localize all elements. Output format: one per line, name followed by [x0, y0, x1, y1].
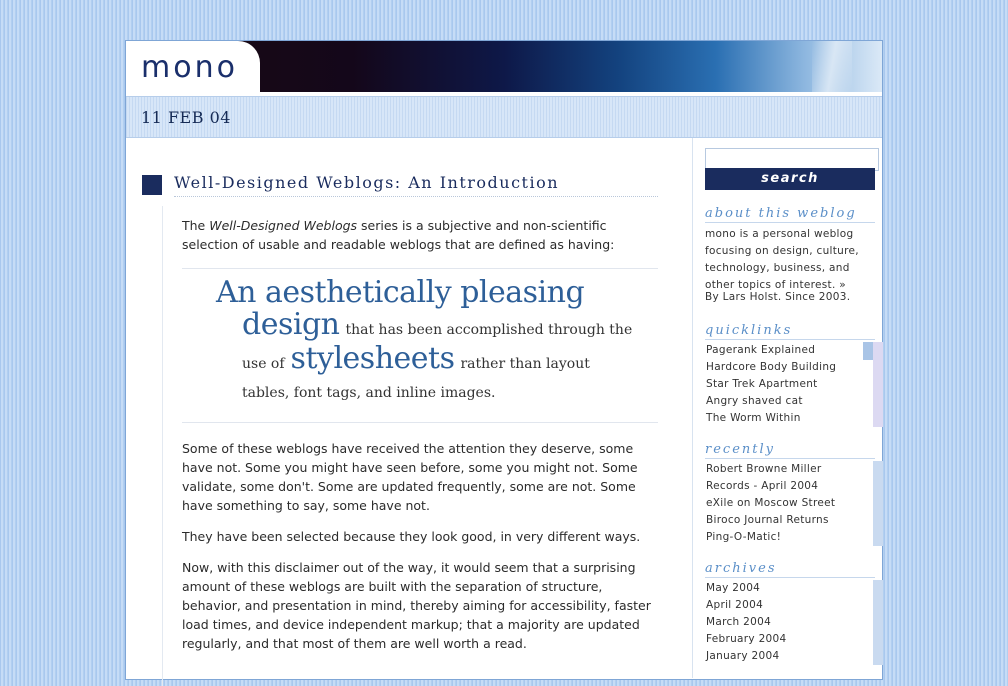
main-content — [126, 138, 692, 678]
post-date: 11 FEB 04 — [141, 108, 231, 127]
pull-quote — [182, 268, 658, 423]
archive-item[interactable]: January 2004 — [706, 650, 780, 662]
recent-item[interactable]: Robert Browne Miller — [706, 463, 822, 475]
site-logo[interactable]: mono — [141, 50, 238, 85]
quote-line-2-small: that has been accomplished through the — [345, 322, 633, 338]
quote-stylesheets: stylesheets — [290, 341, 455, 376]
recent-item[interactable]: Records - April 2004 — [706, 480, 819, 492]
recent-item[interactable]: eXile on Moscow Street — [706, 497, 836, 509]
archive-item[interactable]: May 2004 — [706, 582, 761, 594]
recently-list — [705, 461, 883, 546]
content-rule — [162, 206, 163, 686]
archive-item[interactable]: March 2004 — [706, 616, 772, 628]
archive-item[interactable]: April 2004 — [706, 599, 764, 611]
quicklink-item[interactable]: The Worm Within — [706, 412, 801, 424]
recent-item[interactable]: Biroco Journal Returns — [706, 514, 829, 526]
post-body — [182, 216, 658, 665]
recent-item[interactable]: Ping-O-Matic! — [706, 531, 782, 543]
body-paragraph: Now, with this disclaimer out of the way, it would seem that a surprising amount of these weblogs are built with the separation of structure, behavior, and presentation in mind, thereby aiming for accessibility, faster load times, and device independent markup; that a majority are updated regularly, and that most of them are well worth a read. — [182, 560, 651, 651]
archive-item[interactable]: February 2004 — [706, 633, 787, 645]
about-heading: about this weblog — [705, 206, 875, 223]
quote-rather-than: rather than layout — [460, 356, 590, 372]
quicklinks-list — [705, 342, 883, 427]
about-text: mono is a personal weblog focusing on design, culture, technology, business, and other topics of interest. » — [705, 228, 859, 291]
intro-text-start: The — [182, 218, 210, 233]
about-author: By Lars Holst. Since 2003. — [705, 291, 851, 303]
archives-list — [705, 580, 883, 665]
page-container — [125, 40, 883, 680]
post-title[interactable]: Well-Designed Weblogs: An Introduction — [174, 173, 658, 197]
recently-heading: recently — [705, 442, 875, 459]
quote-line-3 — [242, 341, 590, 376]
quicklinks-heading: quicklinks — [705, 323, 875, 340]
body-paragraph: They have been selected because they look good, in very different ways. — [182, 529, 641, 544]
quote-line-4: tables, font tags, and inline images. — [242, 385, 496, 401]
quicklink-item[interactable]: Hardcore Body Building — [706, 361, 837, 373]
quote-line-2 — [242, 307, 633, 342]
quote-design: design — [242, 307, 340, 342]
quicklink-item[interactable]: Star Trek Apartment — [706, 378, 818, 390]
quicklink-item[interactable]: Angry shaved cat — [706, 395, 803, 407]
column-divider — [692, 138, 693, 678]
post-marker-square — [142, 175, 162, 195]
quote-use-of: use of — [242, 356, 285, 372]
intro-text-end: series is a subjective and non-scientific selection of usable and readable weblogs that are defined as having: — [182, 218, 615, 252]
archives-heading: archives — [705, 561, 875, 578]
date-bar — [126, 96, 882, 138]
header-graphic — [812, 41, 852, 92]
search-button[interactable]: search — [705, 168, 875, 190]
series-name: Well-Designed Weblogs — [209, 218, 358, 233]
quicklinks-scrollbar[interactable] — [863, 342, 873, 360]
header-banner — [126, 41, 882, 92]
intro-paragraph — [182, 216, 658, 254]
quote-line-1: An aesthetically pleasing — [216, 275, 585, 310]
logo-tab — [126, 41, 260, 92]
quicklink-item[interactable]: Pagerank Explained — [706, 344, 816, 356]
body-paragraph: Some of these weblogs have received the attention they deserve, some have not. Some you might have seen before, some you might not. Some validate, some don't. Some are updated frequently, some are not. Some have something to say, some have not. — [182, 441, 638, 513]
